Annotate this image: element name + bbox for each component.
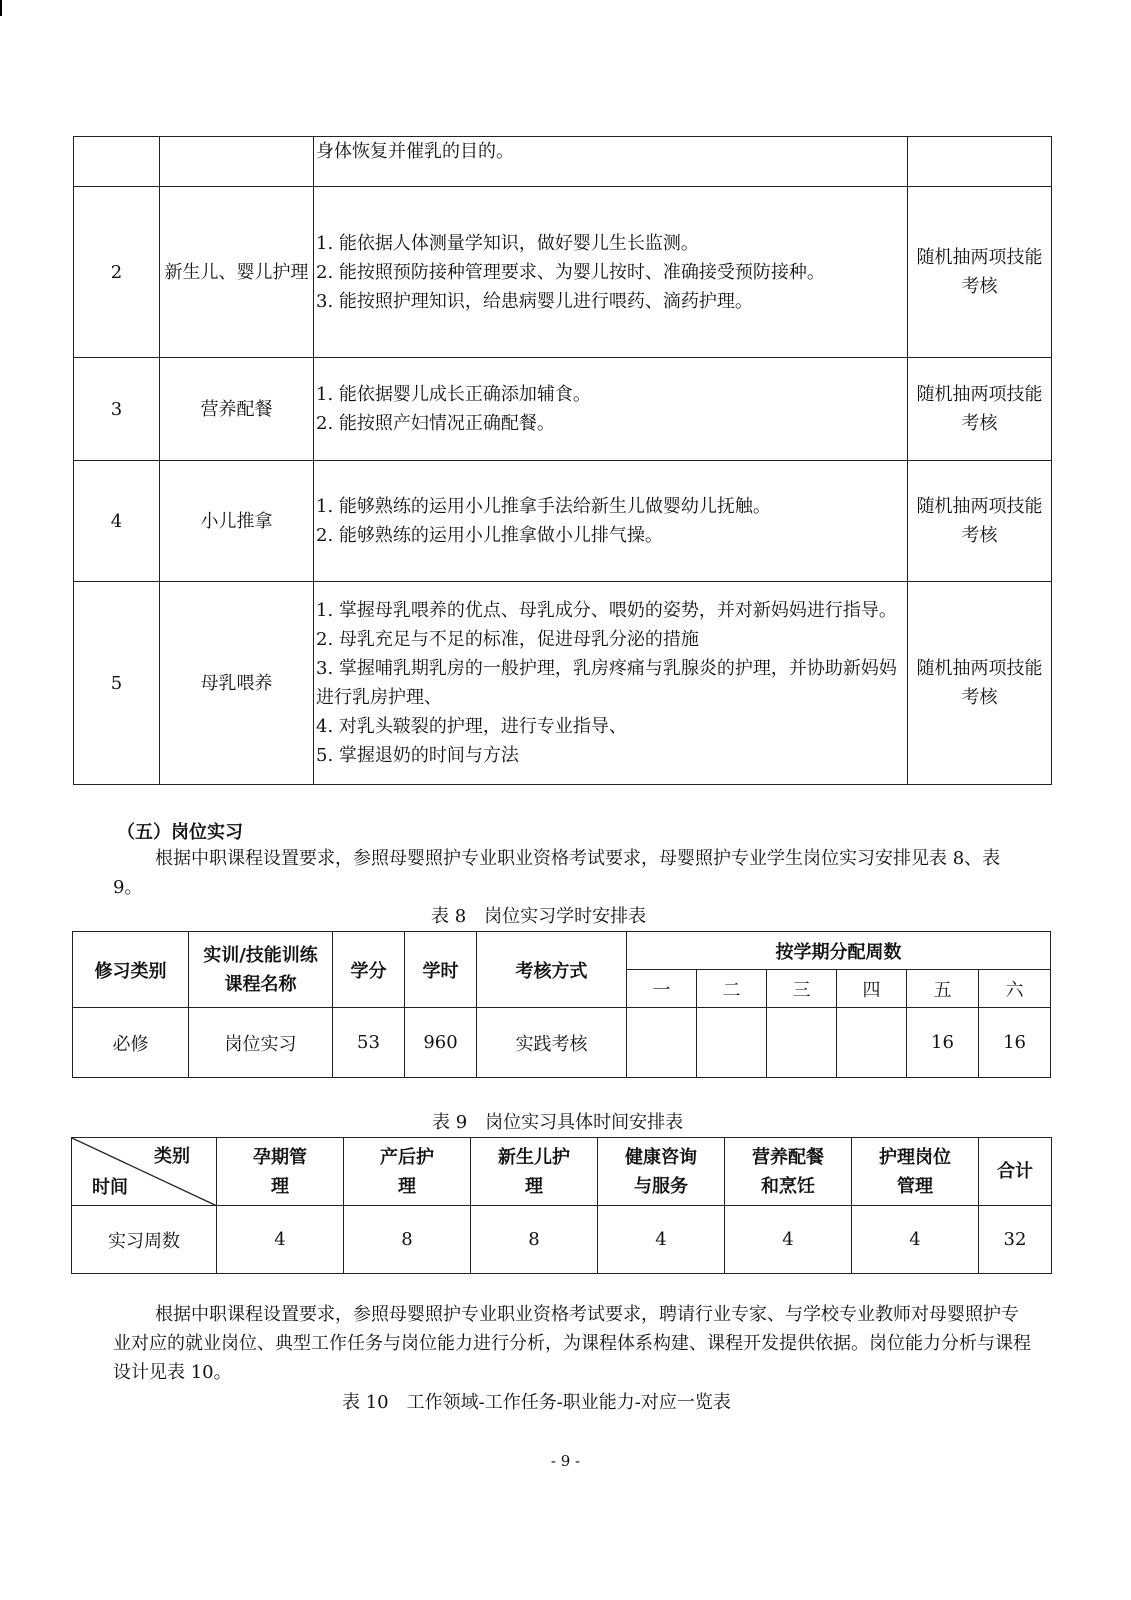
skill-content xyxy=(314,582,908,785)
row-credit: 53 xyxy=(333,1008,405,1078)
term-weeks: 16 xyxy=(979,1008,1051,1078)
corner-label-category: 类别 xyxy=(154,1146,190,1167)
content-line: 2. 能按照产妇情况正确配餐。 xyxy=(316,413,555,434)
table-row xyxy=(74,358,1052,461)
skill-content xyxy=(314,137,908,187)
table-row xyxy=(74,187,1052,358)
header-method: 考核方式 xyxy=(477,932,627,1008)
table-row xyxy=(74,461,1052,582)
content-line: 1. 掌握母乳喂养的优点、母乳成分、喂奶的姿势，并对新妈妈进行指导。 xyxy=(316,600,897,621)
skill-assessment-table xyxy=(73,136,1052,785)
row-course: 岗位实习 xyxy=(189,1008,333,1078)
page-number: - 9 - xyxy=(550,1452,581,1470)
table-row xyxy=(74,582,1052,785)
category-header: 护理岗位管理 xyxy=(852,1138,979,1206)
row-label: 实习周数 xyxy=(72,1206,217,1274)
content-line: 1. 能依据婴儿成长正确添加辅食。 xyxy=(316,384,591,405)
term-header: 三 xyxy=(767,970,837,1008)
internship-schedule-table xyxy=(71,1137,1052,1274)
content-line: 1. 能依据人体测量学知识，做好婴儿生长监测。 xyxy=(316,232,699,254)
skill-content xyxy=(314,187,908,358)
row-number: 4 xyxy=(74,461,160,582)
diagonal-header-cell xyxy=(72,1138,217,1206)
table10-caption: 表 10 工作领域-工作任务-职业能力-对应一览表 xyxy=(342,1392,731,1413)
table-row xyxy=(74,137,1052,187)
term-header: 一 xyxy=(627,970,697,1008)
content-line: 1. 能够熟练的运用小儿推拿手法给新生儿做婴幼儿抚触。 xyxy=(316,496,771,517)
term-weeks xyxy=(697,1008,767,1078)
row-number: 2 xyxy=(74,187,160,358)
content-line: 3. 能按照护理知识，给患病婴儿进行喂药、滴药护理。 xyxy=(316,290,753,312)
internship-hours-table xyxy=(72,931,1051,1078)
content-line: 2. 能够熟练的运用小儿推拿做小儿排气操。 xyxy=(316,525,663,546)
analysis-paragraph: 根据中职课程设置要求，参照母婴照护专业职业资格考试要求，聘请行业专家、与学校专业教师对母婴照护专业对应的就业岗位、典型工作任务与岗位能力进行分析，为课程体系构建、课程开发提供依据。岗位能力分析与课程设计见表 10。 xyxy=(113,1304,1031,1383)
weeks-value: 4 xyxy=(852,1206,979,1274)
term-header: 六 xyxy=(979,970,1051,1008)
assessment-method xyxy=(908,137,1052,187)
header-category: 修习类别 xyxy=(73,932,189,1008)
section-title: （五）岗位实习 xyxy=(117,822,243,843)
category-header: 新生儿护理 xyxy=(471,1138,598,1206)
assessment-method: 随机抽两项技能考核 xyxy=(908,461,1052,582)
skill-name: 母乳喂养 xyxy=(160,582,314,785)
page-edge-mark xyxy=(0,0,2,16)
row-number: 3 xyxy=(74,358,160,461)
corner-label-time: 时间 xyxy=(92,1177,128,1198)
term-header: 二 xyxy=(697,970,767,1008)
header-hours: 学时 xyxy=(405,932,477,1008)
category-header: 营养配餐和烹饪 xyxy=(725,1138,852,1206)
assessment-method: 随机抽两项技能考核 xyxy=(908,187,1052,358)
skill-content xyxy=(314,461,908,582)
content-line: 2. 母乳充足与不足的标准，促进母乳分泌的措施 xyxy=(316,629,699,650)
row-category: 必修 xyxy=(73,1008,189,1078)
skill-name: 新生儿、婴儿护理 xyxy=(160,187,314,358)
skill-name: 小儿推拿 xyxy=(160,461,314,582)
content-line: 5. 掌握退奶的时间与方法 xyxy=(316,745,519,766)
row-number: 5 xyxy=(74,582,160,785)
category-header: 合计 xyxy=(979,1138,1052,1206)
term-header: 四 xyxy=(837,970,907,1008)
table9-caption: 表 9 岗位实习具体时间安排表 xyxy=(432,1112,684,1133)
category-header: 产后护理 xyxy=(344,1138,471,1206)
intro-paragraph: 根据中职课程设置要求，参照母婴照护专业职业资格考试要求，母婴照护专业学生岗位实习安排见表 8、表 9。 xyxy=(113,848,1001,898)
skill-name xyxy=(160,137,314,187)
row-method: 实践考核 xyxy=(477,1008,627,1078)
content-line: 2. 能按照预防接种管理要求、为婴儿按时、准确接受预防接种。 xyxy=(316,261,825,283)
skill-content xyxy=(314,358,908,461)
weeks-value: 4 xyxy=(217,1206,344,1274)
header-course: 实训/技能训练课程名称 xyxy=(189,932,333,1008)
weeks-value: 8 xyxy=(471,1206,598,1274)
category-header: 健康咨询与服务 xyxy=(598,1138,725,1206)
category-header: 孕期管理 xyxy=(217,1138,344,1206)
term-weeks: 16 xyxy=(907,1008,979,1078)
term-weeks xyxy=(767,1008,837,1078)
assessment-method: 随机抽两项技能考核 xyxy=(908,358,1052,461)
term-header: 五 xyxy=(907,970,979,1008)
header-weeks: 按学期分配周数 xyxy=(627,932,1051,970)
skill-name: 营养配餐 xyxy=(160,358,314,461)
weeks-value: 4 xyxy=(725,1206,852,1274)
term-weeks xyxy=(837,1008,907,1078)
weeks-value: 32 xyxy=(979,1206,1052,1274)
row-hours: 960 xyxy=(405,1008,477,1078)
term-weeks xyxy=(627,1008,697,1078)
weeks-value: 4 xyxy=(598,1206,725,1274)
row-number xyxy=(74,137,160,187)
weeks-value: 8 xyxy=(344,1206,471,1274)
content-line: 身体恢复并催乳的目的。 xyxy=(316,141,514,162)
table8-caption: 表 8 岗位实习学时安排表 xyxy=(431,906,647,927)
assessment-method: 随机抽两项技能考核 xyxy=(908,582,1052,785)
content-line: 4. 对乳头皲裂的护理，进行专业指导、 xyxy=(316,716,627,737)
header-credit: 学分 xyxy=(333,932,405,1008)
content-line: 3. 掌握哺乳期乳房的一般护理，乳房疼痛与乳腺炎的护理，并协助新妈妈进行乳房护理、 xyxy=(316,658,897,708)
